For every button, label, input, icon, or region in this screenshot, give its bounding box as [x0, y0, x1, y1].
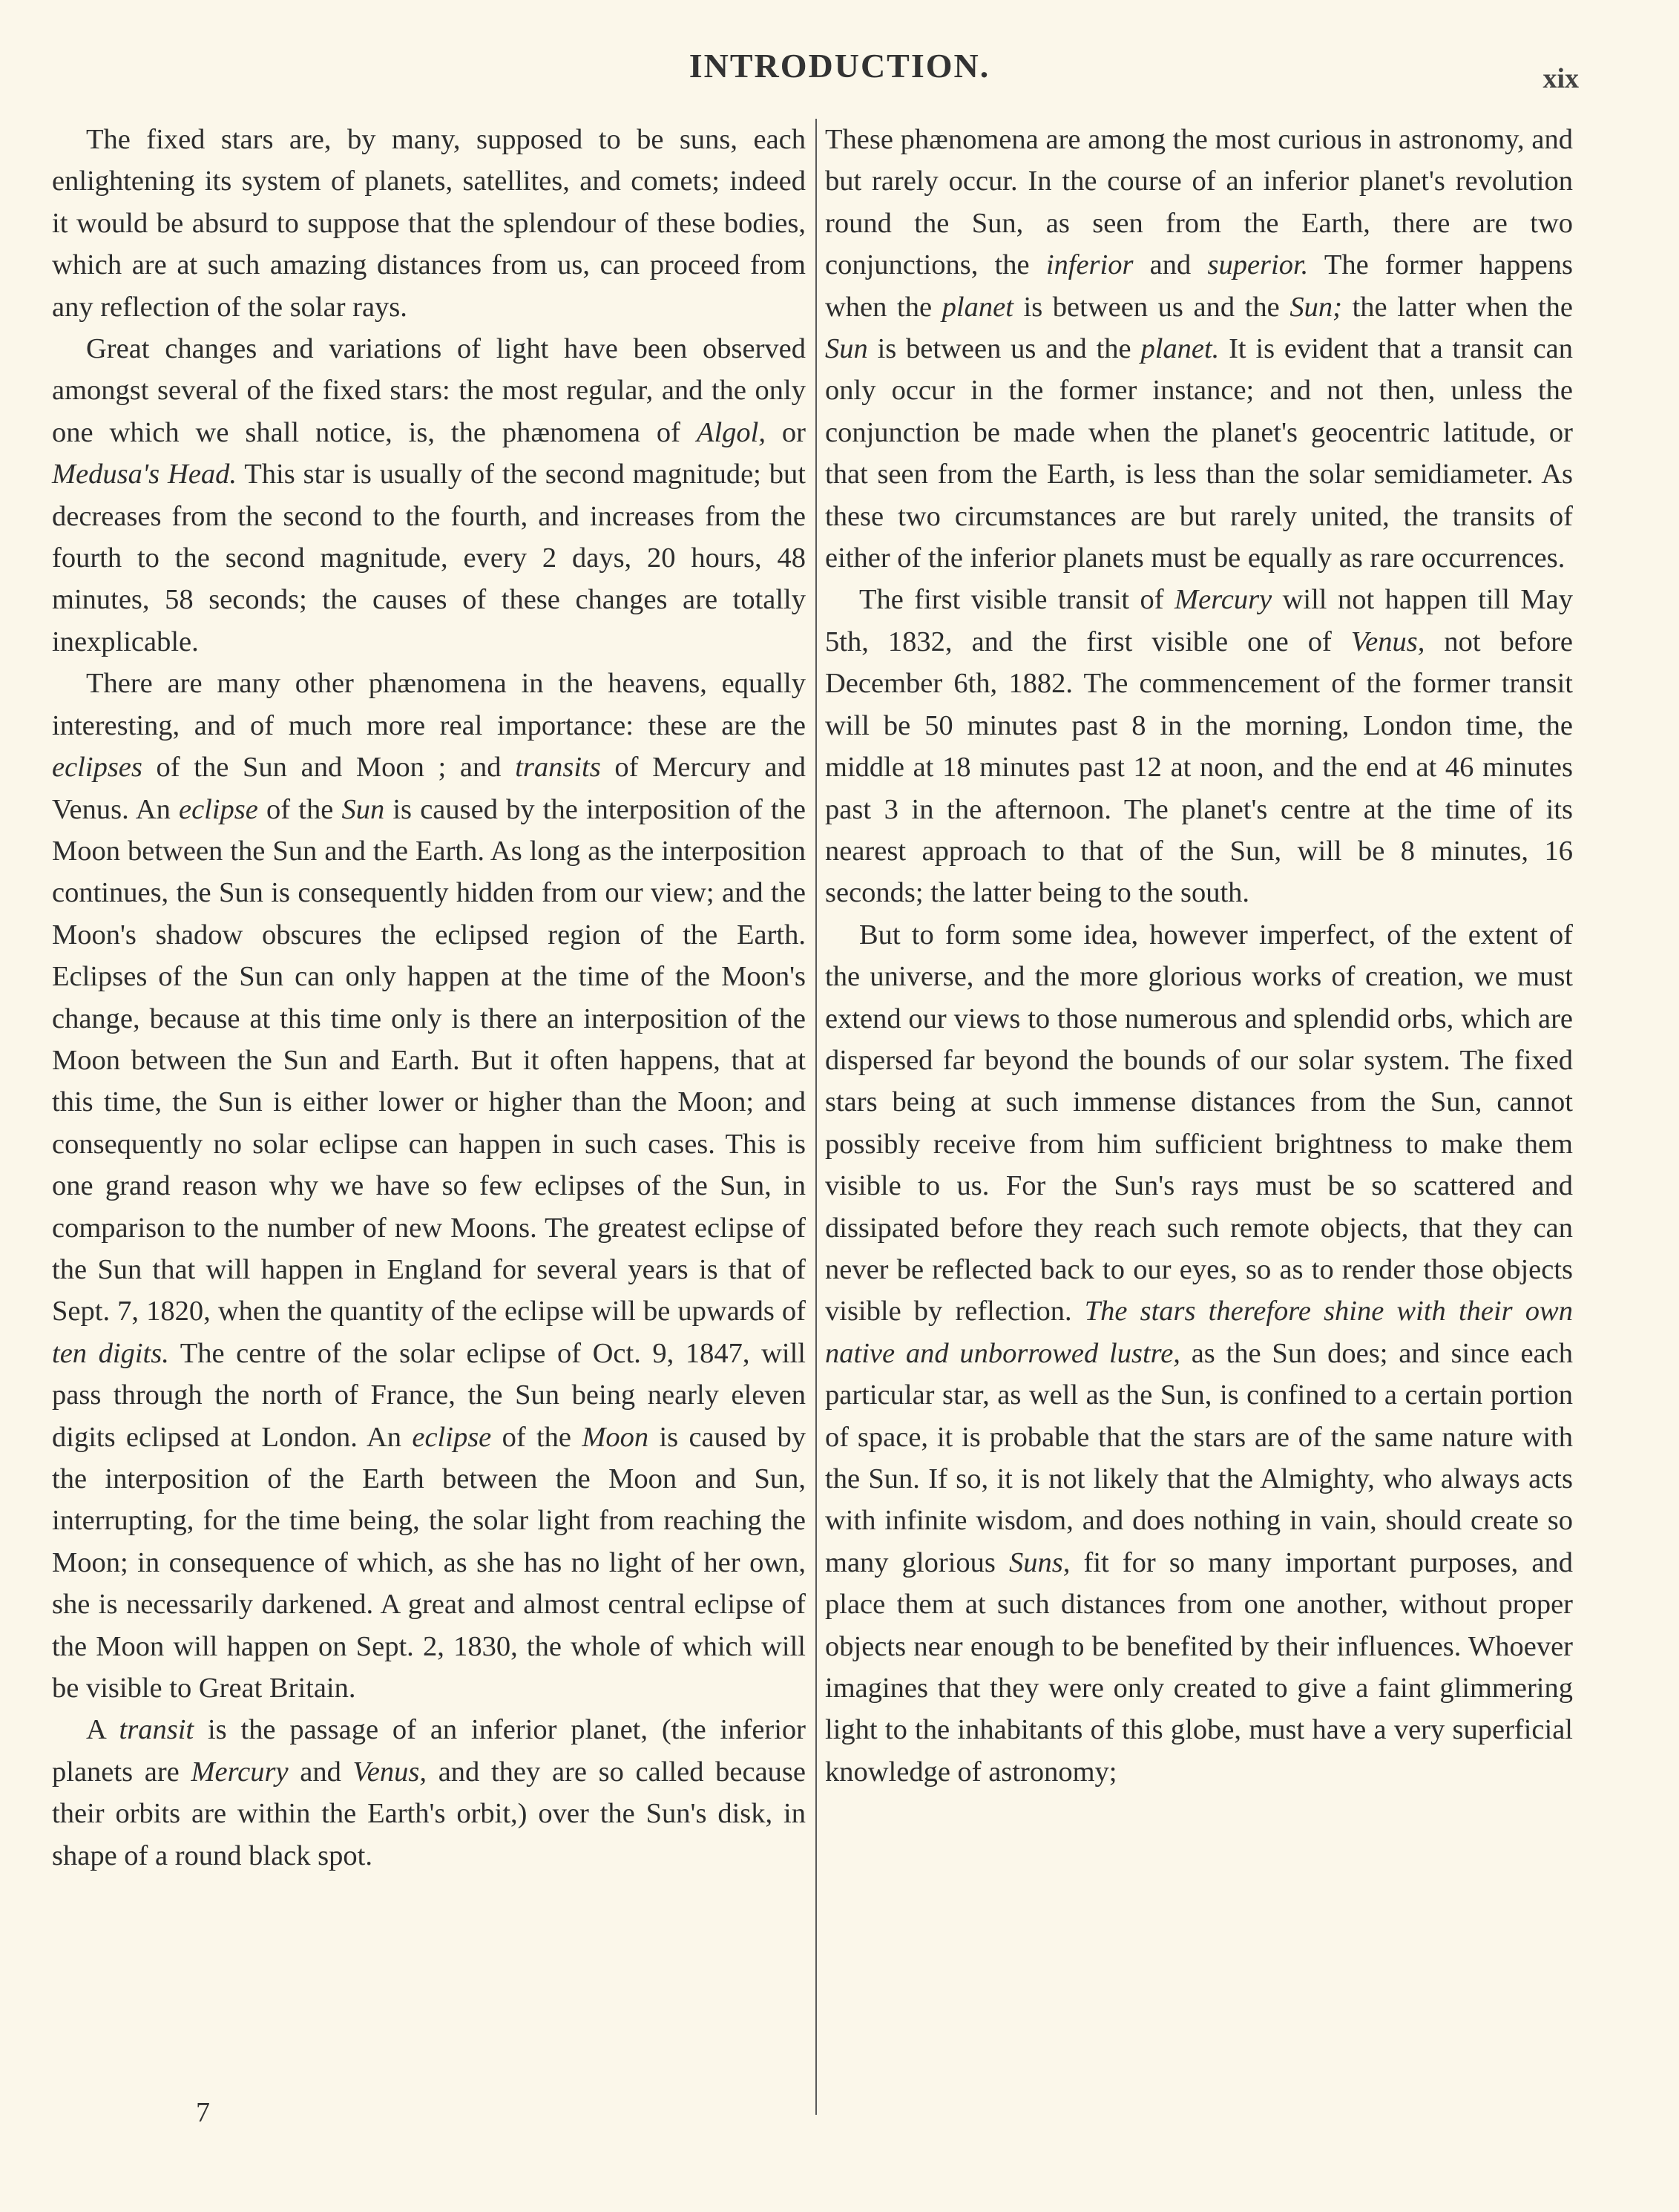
italic-text-run: Algol, [696, 416, 766, 448]
text-run: The former happens when the [825, 249, 1573, 323]
text-run: fit for so many important purposes, and place them at such distances from one another, without proper objects near enough to be benefited by their influences. Whoever imagines that they were only created to give a faint glimmering light to the inhabitants of this globe, must have a very superficial knowledge of astronomy; [825, 1546, 1574, 1788]
italic-text-run: Mercury [1174, 584, 1272, 616]
text-run: These phænomena are among the most curious in astronomy, and but rarely occur. In the course of an inferior planet's revolution round the Sun, as seen from the Earth, there are two conjunctions, the [825, 124, 1573, 281]
italic-text-run: Medusa's Head. [52, 459, 237, 490]
paragraph [52, 328, 806, 663]
italic-text-run: Suns, [1009, 1546, 1071, 1578]
italic-text-run: The stars therefore shine with their own native and unborrowed lustre, [825, 1296, 1573, 1369]
page-number: xix [1542, 63, 1579, 94]
text-run: of the Sun and Moon ; and [142, 752, 516, 784]
italic-text-run: eclipse [412, 1421, 492, 1453]
text-run: as the Sun does; and since each particular star, as well as the Sun, is confined to a certain portion of space, it is probable that the stars are of the same nature with the Sun. If so, it is not likely that the Almighty, who always acts with infinite wisdom, and does nothing in vain, should create so many glorious [825, 1337, 1573, 1578]
paragraph [52, 119, 806, 328]
text-run: The centre of the solar eclipse of Oct. 9, 1847, will pass through the north of France, the Sun being nearly eleven digits eclipsed at London. An [52, 1337, 806, 1453]
italic-text-run: superior. [1207, 249, 1309, 281]
italic-text-run: eclipse [178, 793, 258, 825]
paragraph [825, 119, 1573, 579]
text-run: is caused by the interposition of the Earth between the Moon and Sun, interrupting, for the time being, the solar light from reaching the Moon; in consequence of which, as she has no light of her own, she is necessarily darkened. A great and almost central eclipse of the Moon will happen on Sept. 2, 1830, the whole of which will be visible to Great Britain. [52, 1421, 806, 1704]
italic-text-run: ten digits. [52, 1337, 169, 1369]
paragraph [825, 914, 1573, 1793]
text-run: or [765, 416, 806, 448]
text-run: the latter when the [1341, 291, 1573, 323]
column-divider [815, 119, 817, 2115]
text-run: is between us and the [1013, 291, 1290, 323]
text-run: But to form some idea, however imperfect, of the extent of the universe, and the more glorious works of creation, we must extend our views to those numerous and splendid orbs, which are dispersed far beyond the bounds of our solar system. The fixed stars being at such immense distances from the Sun, cannot possibly receive from him sufficient brightness to make them visible to us. For the Sun's rays must be so scattered and dissipated before they reach such remote objects, that they can never be reflected back to our eyes, so as to render those objects visible by reflection. [825, 919, 1573, 1327]
right-text-column [825, 119, 1573, 1793]
signature-mark: 7 [196, 2097, 210, 2128]
italic-text-run: planet. [1140, 333, 1220, 365]
italic-text-run: Sun [825, 333, 868, 365]
left-text-column [52, 119, 806, 1877]
italic-text-run: Sun [341, 793, 385, 825]
italic-text-run: Moon [582, 1421, 649, 1453]
text-run: Great changes and variations of light have been observed amongst several of the fixed stars: the most regular, and the only one which we shall notice, is, the phænomena of [52, 333, 806, 448]
text-run: of Mercury and Venus. An [52, 752, 806, 825]
italic-text-run: Sun; [1289, 291, 1342, 323]
text-run: is caused by the interposition of the Moon between the Sun and the Earth. As long as the interposition continues, the Sun is consequently hidden from our view; and the Moon's shadow obscures the eclipsed region of the Earth. Eclipses of the Sun can only happen at the time of the Moon's change, because at this time only is there an interposition of the Moon between the Sun and Earth. But it often happens, that at this time, the Sun is either lower or higher than the Moon; and consequently no solar eclipse can happen in such cases. This is one grand reason why we have so few eclipses of the Sun, in comparison to the number of new Moons. The greatest eclipse of the Sun that will happen in England for several years is that of Sept. 7, 1820, when the quantity of the eclipse will be upwards of [52, 793, 806, 1327]
text-run: and [288, 1756, 353, 1788]
text-run: of the [491, 1421, 582, 1453]
running-head-title: INTRODUCTION. [689, 47, 990, 85]
italic-text-run: eclipses [52, 752, 142, 784]
italic-text-run: planet [942, 291, 1013, 323]
text-run: It is evident that a transit can only occur in the former instance; and not then, unless the conjunction be made when the planet's geocentric latitude, or that seen from the Earth, is less than the solar semidiameter. As these two circumstances are but rarely united, the transits of either of the inferior planets must be equally as rare occurrences. [825, 333, 1573, 574]
paragraph [52, 663, 806, 1709]
text-run: and [1133, 249, 1208, 281]
italic-text-run: inferior [1045, 249, 1134, 281]
text-run: This star is usually of the second magnitude; but decreases from the second to the fourth, and increases from the fourth to the second magnitude, every 2 days, 20 hours, 48 minutes, 58 seconds; the causes of these changes are totally inexplicable. [52, 459, 806, 657]
text-run: will not happen till May 5th, 1832, and the first visible one of [825, 584, 1573, 657]
italic-text-run: Mercury [191, 1756, 289, 1788]
text-run: The fixed stars are, by many, supposed to be suns, each enlightening its system of planets, satellites, and comets; indeed it would be absurd to suppose that the splendour of these bodies, which are at such amazing distances from us, can proceed from any reflection of the solar rays. [52, 124, 806, 323]
italic-text-run: Venus, [352, 1756, 427, 1788]
italic-text-run: transit [119, 1714, 194, 1746]
text-run: is between us and the [867, 333, 1141, 365]
italic-text-run: transits [515, 752, 601, 784]
text-run: The first visible transit of [859, 584, 1175, 616]
text-run: is the passage of an inferior planet, (the inferior planets are [52, 1714, 806, 1788]
text-run: A [86, 1714, 119, 1746]
paragraph [825, 579, 1573, 913]
text-run: of the [257, 793, 342, 825]
text-run: There are many other phænomena in the heavens, equally interesting, and of much more real importance: these are the [52, 668, 806, 741]
italic-text-run: Venus, [1350, 626, 1425, 657]
paragraph [52, 1709, 806, 1877]
text-run: not before December 6th, 1882. The commencement of the former transit will be 50 minutes past 8 in the morning, London time, the middle at 18 minutes past 12 at noon, and the end at 46 minutes past 3 in the afternoon. The planet's centre at the time of its nearest approach to that of the Sun, will be 8 minutes, 16 seconds; the latter being to the south. [825, 626, 1573, 909]
text-run: and they are so called because their orbits are within the Earth's orbit,) over the Sun's disk, in shape of a round black spot. [52, 1756, 806, 1871]
